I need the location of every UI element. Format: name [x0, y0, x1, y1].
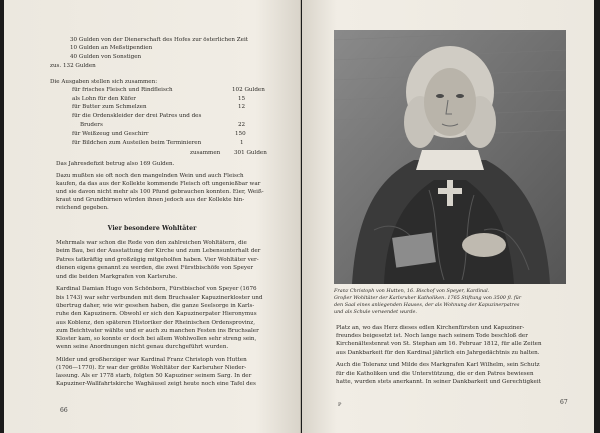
deficit-line: Das Jahresdefizit betrug also 169 Gulden.	[56, 161, 175, 167]
caption-line: Franz Christoph von Hutten, 16. Bischof von Speyer, Kardinal.	[334, 288, 490, 294]
page-number: 66	[60, 407, 68, 414]
paragraph-line: aus Dankbarkeit für den Kardinal jährlich ein Jahrgedächtnis zu halten.	[336, 350, 540, 356]
paragraph-line: Mehrmals war schon die Rede von den zahlreichen Wohltätern, die	[56, 240, 247, 246]
paragraph-line: hatte, wurden stets anerkannt. In seiner Dankbarkeit und Gerechtigkeit	[336, 379, 541, 385]
section-heading: Vier besondere Wohltäter	[107, 225, 197, 232]
paragraph-line: freundes beigesetzt ist. Noch lange nach seinem Tode beschloß der	[336, 333, 528, 339]
expense-label: für Weißzeug und Geschirr	[72, 131, 149, 137]
paragraph-line: zum Beichtvater wählte und er auch zu manchen Festen ins Bruchsaler	[56, 328, 259, 334]
cardinal-portrait	[334, 30, 566, 284]
paragraph-line: (1706—1770). Er war der größte Wohltäter der Karlsruher Nieder-	[56, 365, 247, 371]
expenses-intro: Die Ausgaben stellen sich zusammen:	[50, 79, 158, 85]
expense-amount: 1	[240, 140, 244, 146]
expense-total-amount: 301 Gulden	[234, 150, 267, 156]
paragraph-line: Patres tatkräftig und großzügig mitgeholfen haben. Vier Wohltäter ver-	[56, 257, 259, 263]
paragraph-line: aus Koblenz, den späteren Historiker der Rheinischen Ordensprovinz,	[56, 320, 255, 326]
expense-label: als Lohn für den Küfer	[72, 96, 136, 102]
paragraph-line: reichend gegeben.	[56, 205, 109, 211]
paragraph-line: Kloster kam, so konnte er doch bei allem Wohlwollen sehr streng sein,	[56, 336, 257, 342]
paragraph-line: übertrug daher, wie wir gesehen haben, die ganze Seelsorge in Karls-	[56, 303, 255, 309]
portrait-image	[334, 30, 566, 284]
expense-amount: 150	[235, 131, 246, 137]
caption-line: und als Schule verwendet wurde.	[334, 309, 417, 315]
expense-total-label: zusammen	[190, 150, 221, 156]
caption-line: Großer Wohltäter der Karlsruher Katholiken. 1765 Stiftung von 3500 fl. für	[334, 295, 522, 301]
paragraph-line: Kardinal Damian Hugo von Schönborn, Fürstbischof von Speyer (1676	[56, 286, 257, 292]
paragraph-line: lassung. Als er 1778 starb, folgten 50 Kapuziner seinem Sarg. In der	[56, 373, 252, 379]
book-spread	[4, 0, 594, 433]
paragraph-line: Dazu mußten sie oft noch den mangelnden Wein und auch Fleisch	[56, 173, 244, 179]
right-page	[302, 0, 594, 433]
expense-amount: 102 Gulden	[232, 87, 265, 93]
expense-amount: 12	[238, 104, 246, 110]
expense-amount: 22	[238, 122, 246, 128]
paragraph-line: Milder und großherziger war Kardinal Franz Christoph von Hutten	[56, 357, 247, 363]
income-total: zus. 132 Gulden	[50, 63, 96, 69]
expense-amount: 15	[238, 96, 246, 102]
page-number: 67	[560, 399, 568, 406]
paragraph-line: und sie davon nicht mehr als 100 Pfund gebrauchen konnten. Eier, Weiß-	[56, 189, 264, 195]
paragraph-line: für die Katholiken und die Unterstützung, die er den Patres bewiesen	[336, 371, 534, 377]
paragraph-line: Kirchenältestenrat von St. Stephan am 16. Februar 1812, für alle Zeiten	[336, 341, 542, 347]
paragraph-line: kraut und Grundbirnen würden ihnen jedoch aus der Kollekte hin-	[56, 197, 245, 203]
caption-line: den Saal eines anliegenden Hauses, der als Wohnung der Kapuzinerpatres	[334, 302, 520, 308]
expense-label: für frisches Fleisch und Rindfleisch	[72, 87, 173, 93]
left-page	[4, 0, 301, 433]
paragraph-line: Auch die Toleranz und Milde des Markgrafen Karl Wilhelm, sein Schutz	[336, 362, 540, 368]
expense-label: für die Ordenskleider der drei Patres und des	[72, 113, 202, 119]
expense-label: für Butter zum Schmelzen	[72, 104, 147, 110]
paragraph-line: kaufen, da das aus der Kollekte kommende Fleisch oft ungenießbar war	[56, 181, 261, 187]
paragraph-line: Platz an, wo das Herz dieses edlen Kirchenfürsten und Kapuziner-	[336, 325, 525, 331]
expense-label: für Bildchen zum Austeilen beim Terminieren	[72, 140, 202, 146]
paragraph-line: bis 1743) war sehr verbunden mit dem Bruchsaler Kapuzinerkloster und	[56, 295, 263, 301]
expense-label: Bruders	[80, 122, 103, 128]
paragraph-line: und die beiden Markgrafen von Karlsruhe.	[56, 274, 178, 280]
income-line: 40 Gulden von Sonstigen	[70, 54, 142, 60]
paragraph-line: wenn seine Anordnungen nicht genau durchgeführt wurden.	[56, 344, 229, 350]
signature-mark: P	[338, 402, 342, 408]
income-line: 30 Gulden von der Dienerschaft des Hofes zur österlichen Zeit	[70, 37, 249, 43]
paragraph-line: dienen eigens genannt zu werden, die zwei Fürstbischöfe von Speyer	[56, 265, 254, 271]
paragraph-line: beim Bau, bei der Ausstattung der Kirche und zum Lebensunterhalt der	[56, 248, 261, 254]
paragraph-line: Kapuziner-Wallfahrtskirche Waghäusel zeigt heute noch eine Tafel des	[56, 381, 256, 387]
income-line: 10 Gulden an Meßstipendien	[70, 45, 153, 51]
paragraph-line: ruhe den Kapuzinern. Obwohl er sich den Kapuzinerpater Hieronymus	[56, 311, 257, 317]
